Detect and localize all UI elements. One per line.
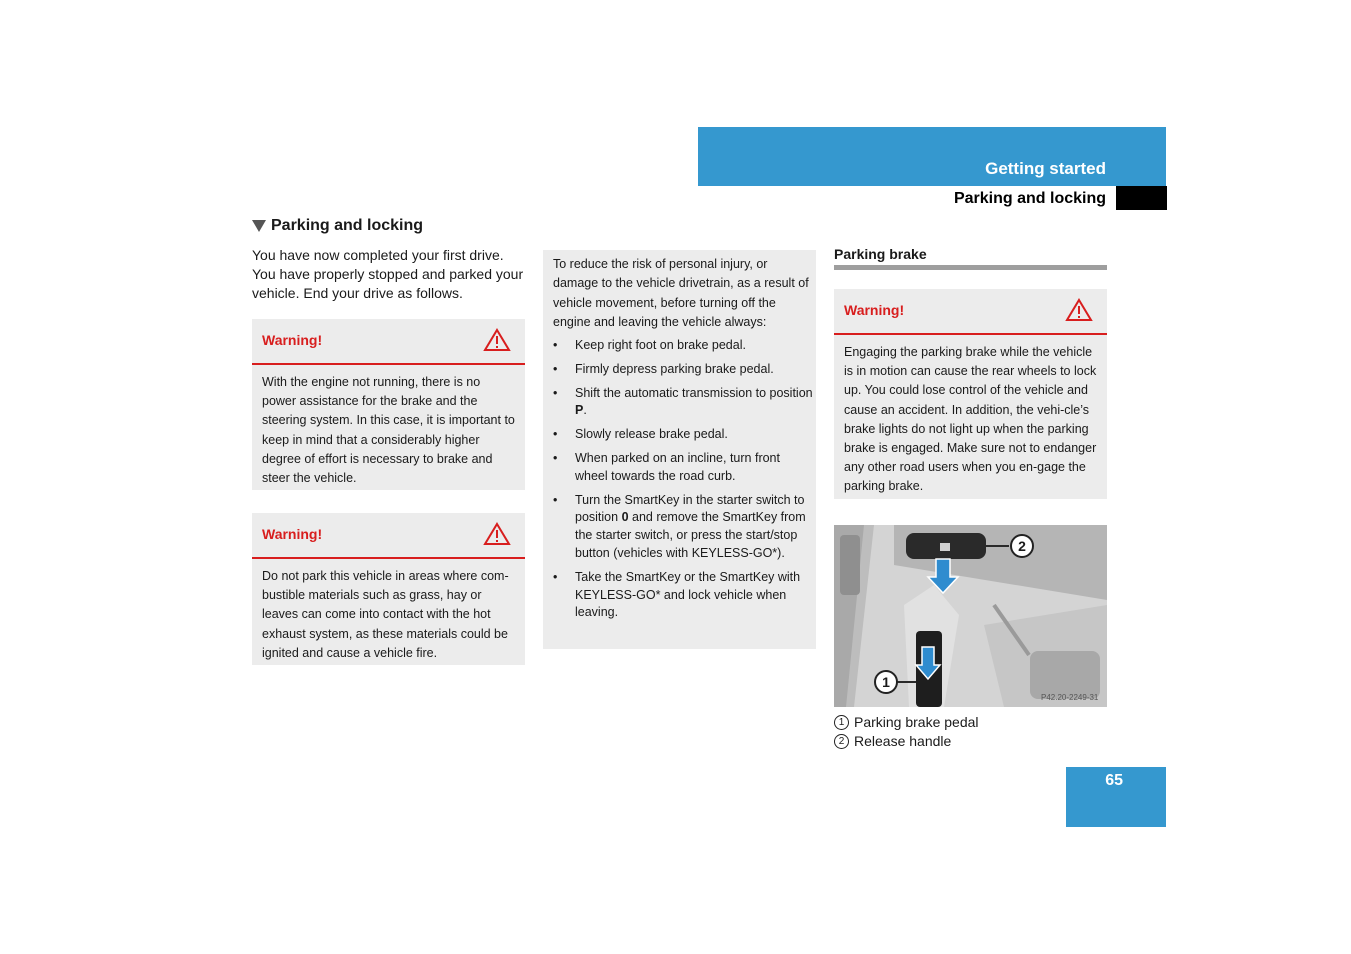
- warning-header: [252, 319, 525, 365]
- header-black-tab: [1116, 186, 1167, 210]
- warning-label: Warning!: [262, 526, 323, 542]
- image-legend: [834, 713, 979, 751]
- warning-box-1: [252, 319, 525, 490]
- list-item: • Slowly release brake pedal.: [553, 426, 815, 444]
- parking-brake-title: Parking brake: [834, 246, 927, 262]
- instructions-panel: [543, 250, 816, 649]
- warning-header: [834, 289, 1107, 335]
- list-item: • Shift the automatic transmission to position P.: [553, 385, 813, 418]
- intro-paragraph: You have now completed your first drive. You have properly stopped and parked your vehicle. End your drive as follows.: [252, 247, 524, 301]
- subsection-title: Parking and locking: [953, 190, 1106, 207]
- legend-number: 2: [834, 734, 849, 749]
- bullet-icon: •: [553, 450, 558, 465]
- instructions-intro: To reduce the risk of personal injury, or damage to the vehicle drivetrain, as a result of vehicle movement, before turning off the engine and leaving the vehicle always:: [553, 257, 809, 329]
- title-rule: [834, 265, 1107, 270]
- page-number: 65: [1105, 772, 1123, 789]
- list-item: • Turn the SmartKey in the starter switch to position 0 and remove the SmartKey from the starter switch, or press the start/stop button (vehicles with KEYLESS-GO*).: [553, 492, 806, 560]
- callout-1: 1: [874, 670, 898, 694]
- warning-header: [252, 513, 525, 559]
- warning-label: Warning!: [844, 302, 905, 318]
- page-heading: [252, 217, 423, 235]
- bullet-icon: •: [553, 427, 558, 442]
- list-item: • When parked on an incline, turn front wheel towards the road curb.: [553, 450, 780, 483]
- bullet-icon: •: [553, 361, 558, 376]
- page-heading-text: Parking and locking: [271, 217, 424, 234]
- warning-triangle-icon: [1065, 298, 1093, 322]
- legend-item: [834, 732, 979, 751]
- warning-box-3: [834, 289, 1107, 499]
- legend-item: [834, 713, 979, 732]
- callout-2: 2: [1010, 534, 1034, 558]
- section-title: Getting started: [985, 159, 1106, 178]
- triangle-down-icon: [252, 220, 266, 232]
- parking-brake-illustration: [834, 525, 1107, 707]
- instructions-list: [553, 337, 815, 628]
- bullet-icon: •: [553, 338, 558, 352]
- warning-triangle-icon: [483, 522, 511, 546]
- bullet-icon: •: [553, 569, 558, 584]
- warning-box-2: [252, 513, 525, 665]
- warning-text: With the engine not running, there is no power assistance for the brake and the steering system. In this case, it is important to keep in mind that a considerably higher degree of effort is necessary to brake and steer the vehicle.: [262, 375, 515, 486]
- legend-label: Release handle: [854, 733, 952, 749]
- warning-text: Do not park this vehicle in areas where com-bustible materials such as grass, hay or leaves can come into contact with the hot exhaust system, as these materials could be ignited and cause a vehicle fire.: [262, 569, 509, 660]
- list-item: • Take the SmartKey or the SmartKey with KEYLESS-GO* and lock vehicle when leaving.: [553, 569, 801, 620]
- list-item: • Firmly depress parking brake pedal.: [553, 361, 815, 379]
- list-item: • Keep right foot on brake pedal.: [553, 337, 815, 355]
- legend-label: Parking brake pedal: [854, 714, 979, 730]
- bullet-icon: •: [553, 492, 558, 507]
- legend-number: 1: [834, 715, 849, 730]
- warning-triangle-icon: [483, 328, 511, 352]
- bullet-icon: •: [553, 385, 558, 400]
- warning-label: Warning!: [262, 332, 323, 348]
- image-code: P42.20-2249-31: [1041, 693, 1099, 702]
- warning-text: Engaging the parking brake while the vehicle is in motion can cause the rear wheels to lock up. You could lose control of the vehicle and cause an accident. In addition, the vehi-cle’s brake lights do not light up when the parking brake is engaged. Make sure not to endanger any other road users when you en-gage the parking brake.: [844, 345, 1097, 494]
